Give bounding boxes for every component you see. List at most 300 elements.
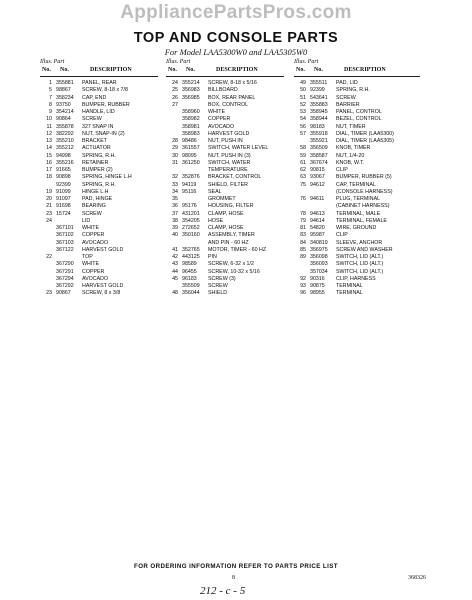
illus-number: 22 xyxy=(46,254,52,260)
part-description: PAD, HINGE xyxy=(82,196,113,202)
part-number: 431201 xyxy=(182,210,200,217)
part-number: 352876 xyxy=(182,174,200,181)
part-description: CAP, TERMINAL xyxy=(336,181,376,188)
part-description: TOP xyxy=(82,254,93,260)
illus-number: 33 xyxy=(172,181,178,188)
part-row xyxy=(294,80,420,87)
column-header-illus-part xyxy=(166,59,284,67)
part-number: 367292 xyxy=(56,283,74,289)
part-row xyxy=(40,269,158,276)
part-row xyxy=(166,232,284,239)
part-description: ASSEMBLY, TIMER xyxy=(208,232,255,239)
illus-number: 52 xyxy=(300,101,306,108)
part-description: TEMPERATURE xyxy=(208,167,248,173)
part-row xyxy=(294,283,420,290)
illus-number: 12 xyxy=(46,130,52,137)
column-header-row xyxy=(294,67,420,77)
part-description: AVOCADO xyxy=(82,275,109,282)
illus-number: 27 xyxy=(172,101,178,108)
part-description: WHITE xyxy=(208,109,226,115)
illus-number: 34 xyxy=(172,188,178,195)
part-number: 90864 xyxy=(56,116,71,123)
part-no-header: No. xyxy=(60,67,69,73)
part-description: PANEL, REAR xyxy=(82,80,117,86)
part-number: 94612 xyxy=(310,181,325,188)
illus-number: 93 xyxy=(300,283,306,289)
part-number: 92399 xyxy=(56,181,71,188)
part-description: NUT, PUSH IN (3) xyxy=(208,152,251,159)
part-number: 355216 xyxy=(56,159,74,166)
part-number: 367103 xyxy=(56,239,74,246)
part-number: 92399 xyxy=(310,87,325,94)
part-row xyxy=(166,254,284,261)
illus-number: 61 xyxy=(300,159,306,166)
part-row xyxy=(294,138,420,145)
part-row xyxy=(294,189,420,196)
part-row xyxy=(166,225,284,232)
part-description: DIAL, TIMER (LAA5300) xyxy=(336,130,394,137)
illus-number: 18 xyxy=(46,174,52,181)
part-number: 367102 xyxy=(56,232,74,239)
part-number: 355878 xyxy=(56,123,74,130)
part-number: 354214 xyxy=(56,109,74,115)
illus-number: 15 xyxy=(46,152,52,159)
part-number: 90875 xyxy=(310,283,325,289)
part-row xyxy=(294,232,420,239)
part-row xyxy=(294,95,420,102)
part-row xyxy=(40,182,158,189)
part-description: KNOB, TIMER xyxy=(336,145,371,152)
description-header: DESCRIPTION xyxy=(90,67,132,73)
part-row xyxy=(166,283,284,290)
part-number: 90867 xyxy=(56,290,71,297)
part-row xyxy=(166,87,284,94)
part-number: 355883 xyxy=(310,101,328,108)
page-title: TOP AND CONSOLE PARTS xyxy=(133,30,339,46)
part-number: 93067 xyxy=(310,174,325,181)
part-number: 354205 xyxy=(182,217,200,224)
part-description: SCREW, 8 x 3/8 xyxy=(82,290,121,297)
part-description: BOX, REAR PANEL xyxy=(208,94,256,101)
part-description: SCREW, 6-32 x 1/2 xyxy=(208,261,254,268)
part-number: 355921 xyxy=(310,138,328,144)
part-description: (CONSOLE HARNESS) xyxy=(336,188,393,195)
part-row xyxy=(294,160,420,167)
part-row xyxy=(294,290,420,297)
part-number: 358945 xyxy=(310,109,328,115)
part-description: HINGE L.H xyxy=(82,188,109,195)
part-number: 98867 xyxy=(56,87,71,94)
illus-number: 57 xyxy=(300,130,306,137)
page-number: 8 xyxy=(232,575,235,581)
part-number: 352765 xyxy=(182,246,200,253)
parts-column-1 xyxy=(40,59,158,298)
part-number: 356509 xyxy=(310,145,328,152)
part-description: AND PIN - 60 HZ xyxy=(208,239,249,246)
part-row xyxy=(294,261,420,268)
part-row xyxy=(294,116,420,123)
part-row xyxy=(166,116,284,123)
part-description: 327 SNAP IN xyxy=(82,123,114,130)
illus-number: 85 xyxy=(300,246,306,253)
part-row xyxy=(40,145,158,152)
document-code: 368326 xyxy=(408,575,426,581)
part-number: 90815 xyxy=(310,167,325,173)
illus-number: 96 xyxy=(300,290,306,297)
part-row xyxy=(40,211,158,218)
part-row xyxy=(294,218,420,225)
part-number: 91665 xyxy=(56,167,71,173)
part-row xyxy=(40,203,158,210)
part-number: 91099 xyxy=(56,188,71,195)
part-row xyxy=(294,87,420,94)
part-number: 54820 xyxy=(310,225,325,231)
part-number: 367674 xyxy=(310,159,328,166)
part-description: COPPER xyxy=(208,116,231,123)
illus-number: 59 xyxy=(300,152,306,159)
part-row xyxy=(166,196,284,203)
part-description: BUMPER, RUBBER xyxy=(82,101,130,108)
part-number: 95176 xyxy=(182,203,197,210)
part-row xyxy=(166,138,284,145)
part-row xyxy=(294,254,420,261)
illus-number: 20 xyxy=(46,196,52,202)
part-number: 340819 xyxy=(310,239,328,246)
illus-number: 83 xyxy=(300,232,306,239)
part-number: 355210 xyxy=(56,138,74,144)
part-description: TERMINAL xyxy=(336,283,363,289)
part-number: 367290 xyxy=(56,261,74,268)
part-row xyxy=(166,167,284,174)
part-row xyxy=(40,102,158,109)
part-description: SPRING, R.H. xyxy=(82,181,116,188)
part-row xyxy=(166,80,284,87)
part-description: SWITCH, LID (ALT.) xyxy=(336,268,384,275)
watermark: AppliancePartsPros.com xyxy=(120,2,352,23)
illus-number: 38 xyxy=(172,217,178,224)
description-header: DESCRIPTION xyxy=(344,67,386,73)
part-description: ACTUATOR xyxy=(82,145,111,152)
part-number: 90316 xyxy=(310,275,325,282)
part-description: SCREW xyxy=(82,116,102,123)
part-number: 272652 xyxy=(182,225,200,231)
handwritten-note: 212 - c - 5 xyxy=(200,585,246,597)
part-row xyxy=(40,95,158,102)
part-description: MOTOR, TIMER - 60 HZ xyxy=(208,246,267,253)
part-number: 367294 xyxy=(56,275,74,282)
part-row xyxy=(166,247,284,254)
part-row xyxy=(166,102,284,109)
part-description: CLAMP, HOSE xyxy=(208,225,244,231)
illus-number: 23 xyxy=(46,210,52,217)
part-description: SWITCH, LID (ALT.) xyxy=(336,261,384,268)
part-row xyxy=(166,269,284,276)
illus-number: 30 xyxy=(172,152,178,159)
illus-part-label: Illus. Part xyxy=(294,59,319,65)
part-description: NUT, SNAP-IN (2) xyxy=(82,130,125,137)
part-row xyxy=(166,203,284,210)
part-description: TERMINAL xyxy=(336,290,363,297)
part-description: KNOB, W.T. xyxy=(336,159,365,166)
part-number: 91097 xyxy=(56,196,71,202)
part-number: 361557 xyxy=(182,145,200,152)
part-row xyxy=(40,167,158,174)
illus-number: 54 xyxy=(300,116,306,123)
part-row xyxy=(40,276,158,283)
illus-number: 11 xyxy=(46,123,52,130)
part-description: SLEEVE, ANCHOR xyxy=(336,239,383,246)
part-row xyxy=(40,225,158,232)
part-row xyxy=(166,240,284,247)
illus-number: 31 xyxy=(172,159,178,166)
part-number: 357034 xyxy=(310,268,328,275)
part-number: 356985 xyxy=(182,94,200,101)
illus-number: 23 xyxy=(46,290,52,297)
part-description: HANDLE, LID xyxy=(82,109,115,115)
part-row xyxy=(166,124,284,131)
illus-number: 7 xyxy=(49,94,52,101)
part-description: AVOCADO xyxy=(82,239,109,246)
part-description: SPRING, R.H. xyxy=(336,87,370,94)
part-row xyxy=(40,196,158,203)
part-row xyxy=(40,87,158,94)
part-description: SCREW xyxy=(82,210,102,217)
illus-number: 49 xyxy=(300,80,306,86)
parts-column-2 xyxy=(166,59,284,298)
part-description: RETAINER xyxy=(82,159,109,166)
part-number: 358960 xyxy=(182,109,200,115)
part-description: COPPER xyxy=(82,268,105,275)
part-description: CLAMP, HOSE xyxy=(208,210,244,217)
part-row xyxy=(166,160,284,167)
part-description: WHITE xyxy=(82,225,100,231)
illus-number: 42 xyxy=(172,254,178,260)
column-header-row xyxy=(166,67,284,77)
part-row xyxy=(40,240,158,247)
part-description: SHIELD, FILTER xyxy=(208,181,248,188)
part-row xyxy=(40,116,158,123)
part-description: SCREW xyxy=(208,283,228,289)
part-description: PANEL, CONTROL xyxy=(336,109,382,115)
part-description: HARVEST GOLD xyxy=(82,246,124,253)
illus-number: 44 xyxy=(172,268,178,275)
part-row xyxy=(294,182,420,189)
part-description: SCREW, 8-18 x 5/16 xyxy=(208,80,257,86)
part-number: 90898 xyxy=(56,174,71,181)
part-description: HARVEST GOLD xyxy=(208,130,250,137)
part-row xyxy=(40,189,158,196)
part-row xyxy=(166,174,284,181)
part-row xyxy=(40,138,158,145)
part-description: NUT, PUSH IN xyxy=(208,138,243,144)
part-number: 367101 xyxy=(56,225,74,231)
part-number: 15724 xyxy=(56,210,71,217)
part-number: 361250 xyxy=(182,159,200,166)
part-row xyxy=(166,276,284,283)
illus-number: 24 xyxy=(46,217,52,224)
part-number: 96455 xyxy=(182,268,197,275)
part-description: (CABINET HARNESS) xyxy=(336,203,390,210)
illus-no-header: No. xyxy=(168,67,177,73)
part-description: TERMINAL, MALE xyxy=(336,210,381,217)
part-number: 94613 xyxy=(310,210,325,217)
illus-number: 63 xyxy=(300,174,306,181)
part-row xyxy=(166,211,284,218)
illus-number: 28 xyxy=(172,138,178,144)
part-number: 355511 xyxy=(310,80,328,86)
part-description: SWITCH, WATER LEVEL xyxy=(208,145,269,152)
illus-number: 48 xyxy=(172,290,178,297)
part-row xyxy=(294,153,420,160)
part-row xyxy=(294,102,420,109)
column-header-illus-part xyxy=(294,59,420,67)
part-description: SCREW, 8-18 x 7/8 xyxy=(82,87,128,94)
illus-number: 53 xyxy=(300,109,306,115)
part-number: 355881 xyxy=(56,80,74,86)
part-row xyxy=(294,196,420,203)
illus-number: 81 xyxy=(300,225,306,231)
part-row xyxy=(166,189,284,196)
part-row xyxy=(166,182,284,189)
part-description: CAP, END xyxy=(82,94,107,101)
illus-number: 1 xyxy=(49,80,52,86)
part-row xyxy=(40,109,158,116)
illus-number: 26 xyxy=(172,94,178,101)
part-number: 356044 xyxy=(182,290,200,297)
part-description: BRACKET, CONTROL xyxy=(208,174,262,181)
part-row xyxy=(294,131,420,138)
part-description: SCREW, 10-32 x 5/16 xyxy=(208,268,260,275)
part-row xyxy=(294,124,420,131)
illus-number: 14 xyxy=(46,145,52,152)
part-description: SHIELD xyxy=(208,290,228,297)
part-number: 367122 xyxy=(56,246,74,253)
part-description: SWITCH, WATER xyxy=(208,159,251,166)
part-description: SCREW xyxy=(336,94,356,101)
ordering-info-footer: FOR ORDERING INFORMATION REFER TO PARTS PRICE LIST xyxy=(134,563,338,570)
part-number: 356093 xyxy=(310,261,328,268)
column-header-row xyxy=(40,67,158,77)
illus-number: 56 xyxy=(300,123,306,130)
part-number: 358981 xyxy=(182,123,200,130)
part-row xyxy=(294,240,420,247)
part-no-header: No. xyxy=(186,67,195,73)
illus-number: 39 xyxy=(172,225,178,231)
part-row xyxy=(166,109,284,116)
part-row xyxy=(294,203,420,210)
illus-number: 41 xyxy=(172,246,178,253)
part-number: 98183 xyxy=(310,123,325,130)
part-description: HOSE xyxy=(208,217,224,224)
part-row xyxy=(294,247,420,254)
description-header: DESCRIPTION xyxy=(216,67,258,73)
illus-number: 75 xyxy=(300,181,306,188)
part-no-header: No. xyxy=(314,67,323,73)
part-row xyxy=(166,261,284,268)
part-description: NUT, 1/4-20 xyxy=(336,152,365,159)
illus-number: 17 xyxy=(46,167,52,173)
illus-number: 8 xyxy=(49,101,52,108)
illus-number: 92 xyxy=(300,275,306,282)
page-subtitle: For Model LAA5300W0 and LAA5305W0 xyxy=(164,47,308,57)
illus-no-header: No. xyxy=(296,67,305,73)
part-number: 355214 xyxy=(182,80,200,86)
part-number: 94614 xyxy=(310,217,325,224)
part-row xyxy=(40,290,158,297)
part-number: 355212 xyxy=(56,145,74,152)
part-number: 98486 xyxy=(182,138,197,144)
part-description: BUMPER (2) xyxy=(82,167,113,173)
part-number: 91698 xyxy=(56,203,71,210)
part-row xyxy=(40,218,158,225)
part-number: 543641 xyxy=(310,94,328,101)
illus-number: 13 xyxy=(46,138,52,144)
part-row xyxy=(166,218,284,225)
part-description: BILLBOARD xyxy=(208,87,238,94)
part-description: COPPER xyxy=(82,232,105,239)
part-row xyxy=(40,254,158,261)
part-number: 358983 xyxy=(182,130,200,137)
part-number: 358234 xyxy=(56,94,74,101)
part-number: 94998 xyxy=(56,152,71,159)
part-row xyxy=(40,283,158,290)
part-row xyxy=(294,145,420,152)
part-row xyxy=(40,174,158,181)
part-description: PLUG, TERMINAL xyxy=(336,196,381,202)
illus-number: 43 xyxy=(172,261,178,268)
part-number: 358982 xyxy=(182,116,200,123)
parts-column-3 xyxy=(294,59,420,298)
illus-part-label: Illus. Part xyxy=(40,59,65,65)
part-row xyxy=(166,153,284,160)
illus-number: 35 xyxy=(172,196,178,202)
illus-number: 19 xyxy=(46,188,52,195)
part-row xyxy=(294,269,420,276)
part-description: SCREW AND WASHER xyxy=(336,246,393,253)
part-row xyxy=(40,153,158,160)
part-row xyxy=(294,174,420,181)
part-number: 95987 xyxy=(310,232,325,239)
part-description: DIAL, TIMER (LAA5305) xyxy=(336,138,394,144)
part-row xyxy=(166,290,284,297)
illus-number: 32 xyxy=(172,174,178,181)
part-number: 355509 xyxy=(182,283,200,289)
part-description: SWITCH, LID (ALT.) xyxy=(336,254,384,260)
part-number: 93750 xyxy=(56,101,71,108)
illus-number: 58 xyxy=(300,145,306,152)
illus-number: 40 xyxy=(172,232,178,239)
illus-number: 9 xyxy=(49,109,52,115)
part-row xyxy=(40,80,158,87)
part-description: CLIP xyxy=(336,232,348,239)
part-description: BRACKET xyxy=(82,138,108,144)
part-number: 356975 xyxy=(310,246,328,253)
illus-number: 25 xyxy=(172,87,178,94)
part-row xyxy=(40,160,158,167)
part-number: 367291 xyxy=(56,268,74,275)
part-number: 355918 xyxy=(310,130,328,137)
illus-number: 79 xyxy=(300,217,306,224)
illus-number: 51 xyxy=(300,94,306,101)
part-row xyxy=(166,145,284,152)
part-number: 358944 xyxy=(310,116,328,123)
part-description: HOUSING, FILTER xyxy=(208,203,254,210)
part-row xyxy=(294,109,420,116)
part-number: 96183 xyxy=(182,275,197,282)
illus-number: 37 xyxy=(172,210,178,217)
part-description: SPRING, HINGE L.H xyxy=(82,174,132,181)
part-description: NUT, TIMER xyxy=(336,123,366,130)
